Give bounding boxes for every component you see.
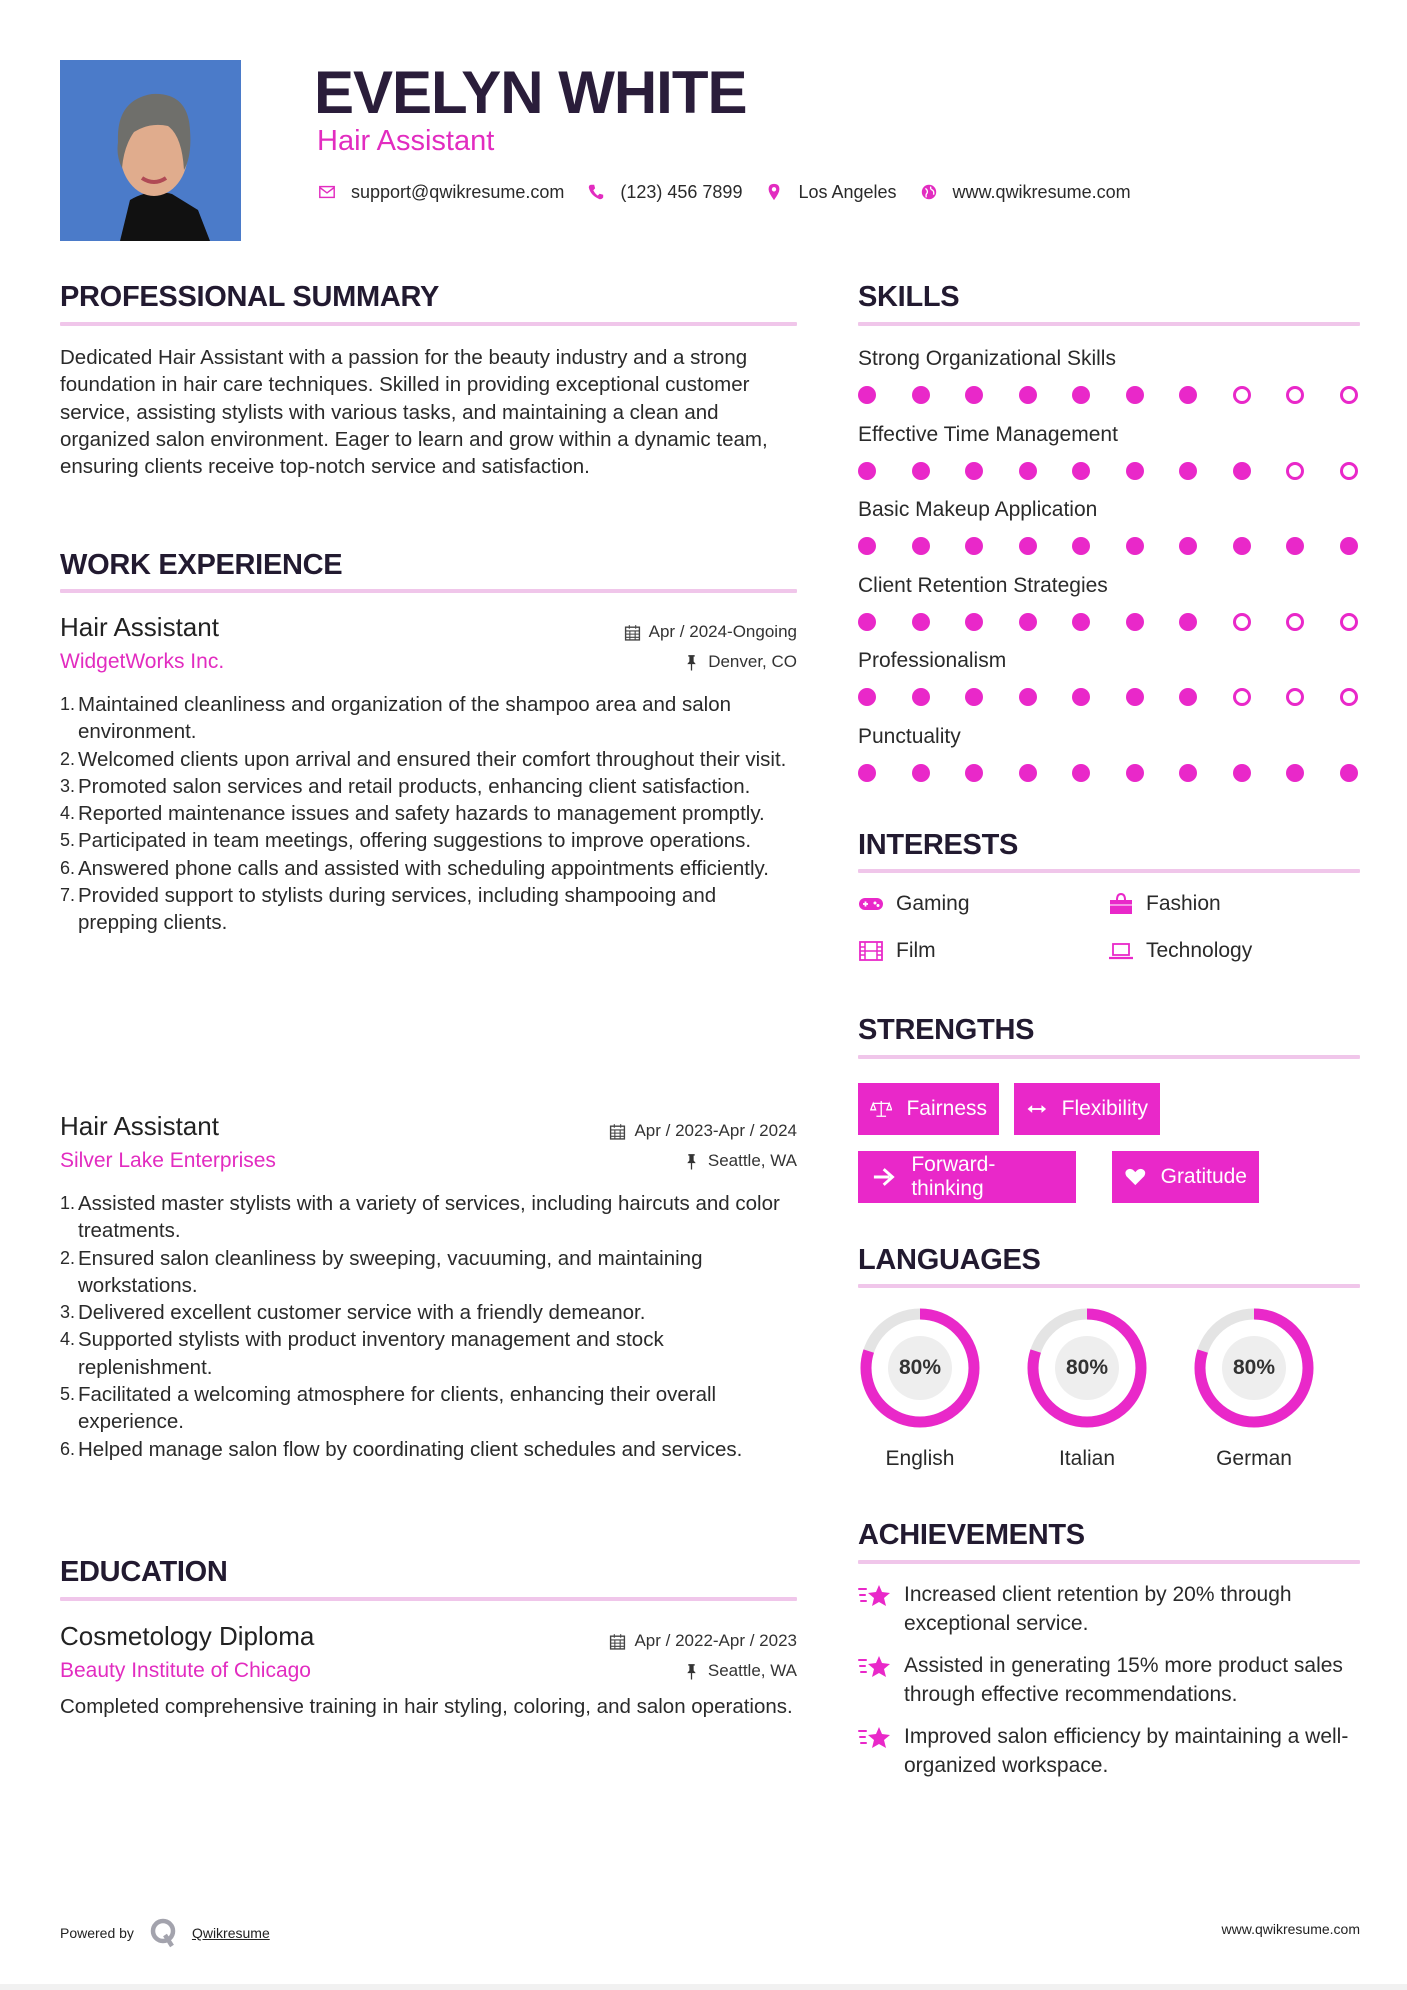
language-item <box>858 1306 982 1472</box>
job-dates: Apr / 2024-Ongoing <box>624 621 797 643</box>
rating-dot-filled <box>1126 764 1144 782</box>
arrows-horizontal-icon <box>1026 1097 1048 1121</box>
job-location: Denver, CO <box>683 651 797 673</box>
list-item: 1. Maintained cleanliness and organization of the shampoo area and salon environment. <box>60 693 732 744</box>
profile-photo <box>60 60 241 241</box>
rating-dot-filled <box>1072 386 1090 404</box>
job-dates: Apr / 2023-Apr / 2024 <box>609 1120 797 1142</box>
language-progress-ring <box>1025 1306 1149 1430</box>
rating-dot-filled <box>1179 462 1197 480</box>
list-item: 4. Reported maintenance issues and safety hazards to management promptly. <box>60 802 765 826</box>
rating-dot-filled <box>965 764 983 782</box>
skill-name: Strong Organizational Skills <box>858 347 1116 370</box>
rating-dot-filled <box>1179 688 1197 706</box>
rating-dot-filled <box>965 537 983 555</box>
rating-dot-filled <box>965 688 983 706</box>
skill-name: Punctuality <box>858 724 961 748</box>
list-item: 1. Assisted master stylists with a variety of services, including haircuts and color treatments. <box>60 1192 780 1243</box>
skill-item <box>858 724 1360 800</box>
language-item <box>1025 1306 1149 1472</box>
rating-dot-empty <box>1286 613 1304 631</box>
footer-powered-by: Powered by Qwikresume <box>60 1918 270 1948</box>
rating-dot-filled <box>858 688 876 706</box>
skill-rating <box>858 763 1358 783</box>
skill-name: Effective Time Management <box>858 422 1118 446</box>
portrait-image <box>60 60 241 241</box>
interest-technology: Technology <box>1108 938 1252 964</box>
list-item: 7. Provided support to stylists during services, including shampooing and prepping clients. <box>60 884 717 935</box>
interest-fashion: Fashion <box>1108 891 1221 917</box>
skill-name: Client Retention Strategies <box>858 573 1108 597</box>
rating-dot-filled <box>1126 613 1144 631</box>
rating-dot-filled <box>1072 537 1090 555</box>
education-location: Seattle, WA <box>683 1660 797 1682</box>
list-item: 5. Facilitated a welcoming atmosphere for clients, enhancing their overall experience. <box>60 1383 717 1434</box>
rating-dot-filled <box>1233 537 1251 555</box>
contact-row <box>317 180 1153 204</box>
rating-dot-filled <box>912 688 930 706</box>
contact-email[interactable]: support@qwikresume.com <box>317 182 564 203</box>
candidate-name: EVELYN WHITE <box>314 59 747 126</box>
duty-list <box>60 691 797 937</box>
pushpin-icon <box>683 1663 700 1680</box>
gamepad-icon <box>858 893 884 915</box>
achievement-text: Improved salon efficiency by maintaining a well-organized workspace. <box>904 1725 1349 1777</box>
achievement-text: Assisted in generating 15% more product sales through effective recommendations. <box>904 1654 1343 1706</box>
job-location: Seattle, WA <box>683 1150 797 1172</box>
rating-dot-filled <box>1340 537 1358 555</box>
contact-phone[interactable]: (123) 456 7899 <box>586 182 742 203</box>
laptop-icon <box>1108 940 1134 962</box>
language-progress-ring <box>1192 1306 1316 1430</box>
rating-dot-filled <box>965 386 983 404</box>
skill-item <box>858 346 1360 422</box>
rating-dot-filled <box>858 537 876 555</box>
language-name: German <box>1216 1447 1292 1470</box>
skill-item <box>858 648 1360 724</box>
phone-icon <box>586 182 606 202</box>
calendar-icon <box>624 624 641 641</box>
section-title-experience: WORK EXPERIENCE <box>60 549 343 581</box>
education-description: Completed comprehensive training in hair styling, coloring, and salon operations. <box>60 1695 793 1718</box>
contact-location: Los Angeles <box>764 182 896 203</box>
language-name: Italian <box>1058 1447 1116 1470</box>
balance-scale-icon <box>870 1097 892 1121</box>
section-divider <box>60 322 797 326</box>
rating-dot-filled <box>1072 688 1090 706</box>
section-divider <box>858 1055 1360 1059</box>
rating-dot-filled <box>1072 764 1090 782</box>
list-item: 4. Supported stylists with product inventory management and stock replenishment. <box>60 1328 664 1379</box>
globe-icon <box>919 182 939 202</box>
language-percent: 80% <box>898 1356 942 1379</box>
footer-website[interactable]: www.qwikresume.com <box>1221 1921 1360 1937</box>
section-divider <box>858 1560 1360 1564</box>
rating-dot-filled <box>1019 537 1037 555</box>
job-company: WidgetWorks Inc. <box>60 650 225 673</box>
rating-dot-filled <box>1126 537 1144 555</box>
rating-dot-empty <box>1233 386 1251 404</box>
rating-dot-filled <box>1286 764 1304 782</box>
rating-dot-filled <box>912 386 930 404</box>
rating-dot-empty <box>1286 386 1304 404</box>
rating-dot-empty <box>1340 462 1358 480</box>
achievement-item <box>858 1580 1360 1638</box>
strength-chip-fairness: Fairness <box>858 1083 999 1135</box>
language-percent: 80% <box>1232 1356 1276 1379</box>
skill-item <box>858 497 1360 573</box>
skill-item <box>858 422 1360 498</box>
achievement-item <box>858 1722 1360 1780</box>
section-divider <box>858 1284 1360 1288</box>
skill-rating <box>858 687 1358 707</box>
skill-item <box>858 573 1360 649</box>
section-title-summary: PROFESSIONAL SUMMARY <box>60 281 440 313</box>
rating-dot-filled <box>1179 764 1197 782</box>
section-title-skills: SKILLS <box>858 281 960 313</box>
rating-dot-filled <box>1126 386 1144 404</box>
shooting-star-icon <box>858 1653 892 1679</box>
interest-film: Film <box>858 938 936 964</box>
list-item: 3. Delivered excellent customer service with a friendly demeanor. <box>60 1301 646 1325</box>
list-item: 6. Helped manage salon flow by coordinating client schedules and services. <box>60 1437 743 1461</box>
rating-dot-empty <box>1340 688 1358 706</box>
skill-name: Basic Makeup Application <box>858 498 1098 521</box>
candidate-role: Hair Assistant <box>317 125 495 157</box>
degree-title: Cosmetology Diploma <box>60 1621 315 1651</box>
strength-chip-forward-thinking: Forward-thinking <box>858 1151 1076 1203</box>
skills-list <box>858 346 1360 799</box>
list-item: 3. Promoted salon services and retail products, enhancing client satisfaction. <box>60 774 751 798</box>
shooting-star-icon <box>858 1724 892 1750</box>
achievement-item <box>858 1651 1360 1709</box>
list-item: 2. Welcomed clients upon arrival and ensured their comfort throughout their visit. <box>60 747 787 771</box>
language-progress-ring <box>858 1306 982 1430</box>
job-title: Hair Assistant <box>60 1111 219 1141</box>
rating-dot-empty <box>1286 688 1304 706</box>
language-name: English <box>885 1447 955 1470</box>
education-dates: Apr / 2022-Apr / 2023 <box>609 1630 797 1652</box>
section-divider <box>60 589 797 593</box>
job-title: Hair Assistant <box>60 612 219 642</box>
section-title-interests: INTERESTS <box>858 829 1019 861</box>
rating-dot-empty <box>1286 462 1304 480</box>
rating-dot-filled <box>858 764 876 782</box>
list-item: 5. Participated in team meetings, offering suggestions to improve operations. <box>60 829 752 853</box>
shopping-bag-icon <box>1108 893 1134 915</box>
envelope-icon <box>317 182 337 202</box>
section-title-achievements: ACHIEVEMENTS <box>858 1519 1085 1551</box>
rating-dot-filled <box>965 613 983 631</box>
section-title-languages: LANGUAGES <box>858 1244 1041 1276</box>
skill-name: Professionalism <box>858 649 1007 672</box>
rating-dot-filled <box>1072 462 1090 480</box>
education-entry <box>60 1620 797 1720</box>
contact-website[interactable]: www.qwikresume.com <box>919 182 1131 203</box>
section-divider <box>858 869 1360 873</box>
film-icon <box>858 940 884 962</box>
duty-list <box>60 1190 797 1463</box>
rating-dot-filled <box>1019 386 1037 404</box>
language-item <box>1192 1306 1316 1472</box>
map-pin-icon <box>764 182 784 202</box>
job-company: Silver Lake Enterprises <box>60 1149 276 1172</box>
section-title-education: EDUCATION <box>60 1556 228 1588</box>
rating-dot-filled <box>1286 537 1304 555</box>
qwikresume-logo-icon <box>150 1918 178 1948</box>
list-item: 6. Answered phone calls and assisted with scheduling appointments efficiently. <box>60 856 769 880</box>
section-divider <box>60 1597 797 1601</box>
rating-dot-filled <box>912 764 930 782</box>
school-name: Beauty Institute of Chicago <box>60 1659 311 1682</box>
rating-dot-filled <box>858 386 876 404</box>
achievement-text: Increased client retention by 20% through exceptional service. <box>904 1583 1292 1635</box>
strength-chip-gratitude: Gratitude <box>1112 1151 1259 1203</box>
shooting-star-icon <box>858 1582 892 1608</box>
calendar-icon <box>609 1123 626 1140</box>
rating-dot-filled <box>1019 688 1037 706</box>
rating-dot-filled <box>912 613 930 631</box>
rating-dot-filled <box>1179 613 1197 631</box>
qwikresume-link[interactable]: Qwikresume <box>191 1925 270 1941</box>
job-entry <box>60 611 797 937</box>
rating-dot-filled <box>1126 688 1144 706</box>
heart-icon <box>1124 1165 1147 1189</box>
skill-rating <box>858 612 1358 632</box>
rating-dot-filled <box>1019 613 1037 631</box>
rating-dot-filled <box>1233 764 1251 782</box>
achievements-list <box>858 1580 1360 1780</box>
section-title-strengths: STRENGTHS <box>858 1014 1035 1046</box>
section-divider <box>858 322 1360 326</box>
rating-dot-filled <box>858 613 876 631</box>
interest-gaming: Gaming <box>858 891 970 917</box>
skill-rating <box>858 461 1358 481</box>
calendar-icon <box>609 1633 626 1650</box>
rating-dot-empty <box>1233 688 1251 706</box>
language-percent: 80% <box>1065 1356 1109 1379</box>
strength-chip-flexibility: Flexibility <box>1014 1083 1160 1135</box>
rating-dot-filled <box>1072 613 1090 631</box>
job-entry <box>60 1110 797 1463</box>
rating-dot-filled <box>1019 462 1037 480</box>
rating-dot-empty <box>1340 613 1358 631</box>
rating-dot-filled <box>1179 537 1197 555</box>
page-bottom-edge <box>0 1984 1407 1990</box>
arrow-right-icon <box>870 1165 897 1189</box>
rating-dot-empty <box>1233 613 1251 631</box>
pushpin-icon <box>683 654 700 671</box>
list-item: 2. Ensured salon cleanliness by sweeping, vacuuming, and maintaining workstations. <box>60 1246 703 1297</box>
rating-dot-filled <box>858 462 876 480</box>
rating-dot-filled <box>965 462 983 480</box>
rating-dot-filled <box>1179 386 1197 404</box>
pushpin-icon <box>683 1153 700 1170</box>
rating-dot-filled <box>1340 764 1358 782</box>
rating-dot-filled <box>1019 764 1037 782</box>
summary-text: Dedicated Hair Assistant with a passion for the beauty industry and a strong foundation in hair care techniques. Skilled in providing exceptional customer service, assisting stylists with various tasks, and maintaining a clean and organized salon environment. Eager to learn and grow within a dynamic team, ensuring clients receive top-notch service and satisfaction. <box>60 346 768 479</box>
rating-dot-filled <box>1126 462 1144 480</box>
rating-dot-filled <box>912 537 930 555</box>
rating-dot-filled <box>1233 462 1251 480</box>
rating-dot-filled <box>912 462 930 480</box>
skill-rating <box>858 385 1358 405</box>
skill-rating <box>858 536 1358 556</box>
rating-dot-empty <box>1340 386 1358 404</box>
